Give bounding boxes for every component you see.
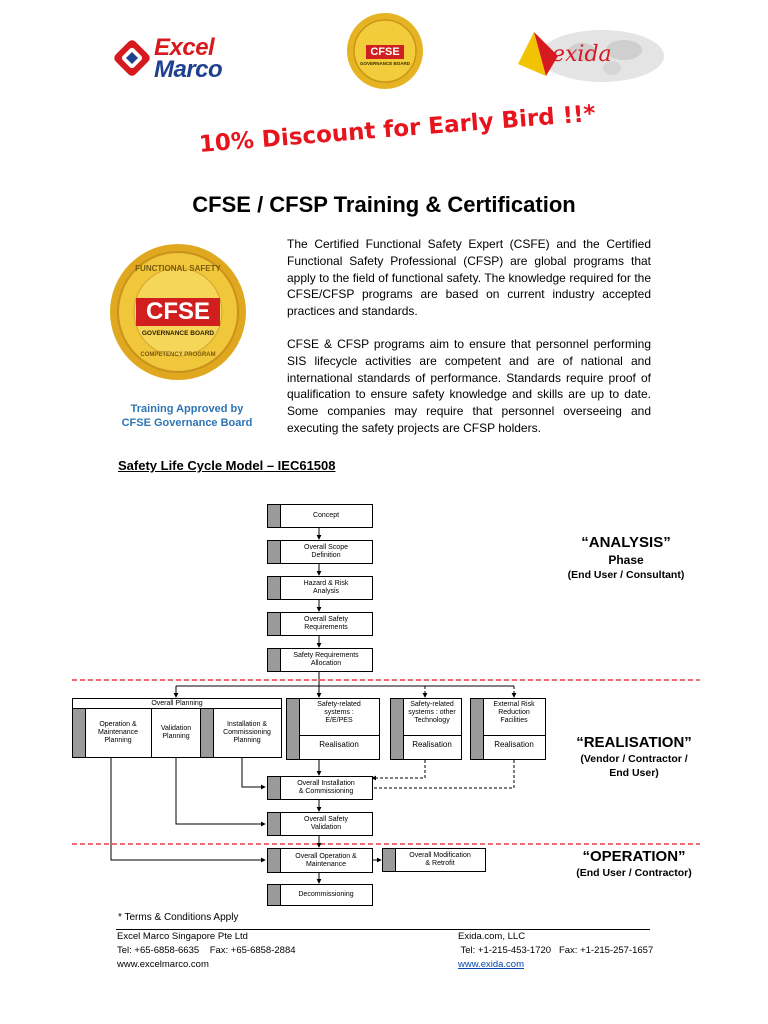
hazard-risk-box: Hazard & Risk Analysis bbox=[267, 576, 373, 600]
eepes-realisation-label: Realisation bbox=[299, 735, 379, 749]
footer-exida bbox=[458, 930, 653, 972]
lifecycle-section-title: Safety Life Cycle Model – IEC61508 bbox=[118, 458, 336, 473]
cfse-header-logo bbox=[346, 12, 424, 90]
seal-caption bbox=[108, 402, 266, 430]
installation-commissioning-box: Overall Installation & Commissioning bbox=[267, 776, 373, 800]
footer-left-phone: Tel: +65-6858-6635 Fax: +65-6858-2884 bbox=[117, 945, 296, 956]
intro-paragraph: The Certified Functional Safety Expert (CSFE) and the Certified Functional Safety Professional (CFSP) are global programs that apply to the field of functional safety. The knowledge required for the CFSE/CFSP programs are based on current industry accepted practices and standards. bbox=[287, 237, 651, 319]
cfse-small-ring-text: GOVERNANCE BOARD bbox=[359, 61, 410, 66]
excel-marco-logo bbox=[104, 26, 254, 90]
cfse-seal bbox=[108, 242, 248, 382]
eepes-realisation-box: Safety-related systems : E/E/PES Realisation bbox=[286, 698, 380, 760]
footer-right-phone: Tel: +1-215-453-1720 Fax: +1-215-257-1657 bbox=[458, 945, 654, 956]
realisation-phase-label: “REALISATION” (Vendor / Contractor / End User) bbox=[576, 734, 692, 779]
footer-left-company: Excel Marco Singapore Pte Ltd bbox=[117, 931, 248, 942]
early-bird-discount-banner: 10% Discount for Early Bird !!* bbox=[198, 100, 597, 158]
safety-requirements-box: Overall Safety Requirements bbox=[267, 612, 373, 636]
exida-logo bbox=[512, 26, 670, 92]
footer-left-website[interactable]: www.excelmarco.com bbox=[117, 959, 209, 970]
concept-box: Concept bbox=[267, 504, 373, 528]
seal-top-arc-text: FUNCTIONAL SAFETY bbox=[135, 264, 221, 273]
external-risk-realisation-label: Realisation bbox=[483, 735, 545, 749]
footer-right-company: Exida.com, LLC bbox=[458, 931, 526, 942]
page-title: CFSE / CFSP Training & Certification bbox=[192, 192, 576, 217]
modification-retrofit-box: Overall Modification & Retrofit bbox=[382, 848, 486, 872]
terms-note: * Terms & Conditions Apply bbox=[118, 912, 239, 923]
operation-maintenance-box: Overall Operation & Maintenance bbox=[267, 848, 373, 873]
validation-planning-box: Validation Planning bbox=[151, 708, 201, 758]
overall-validation-box: Overall Safety Validation bbox=[267, 812, 373, 836]
other-tech-realisation-label: Realisation bbox=[403, 735, 461, 749]
seal-bottom-arc-text: COMPETENCY PROGRAM bbox=[140, 352, 216, 358]
om-planning-box: Operation & Maintenance Planning bbox=[72, 708, 152, 758]
ic-planning-box: Installation & Commissioning Planning bbox=[200, 708, 282, 758]
footer-excel-marco bbox=[117, 930, 296, 972]
seal-main-text: CFSE bbox=[145, 298, 210, 325]
overall-planning-label: Overall Planning bbox=[151, 700, 203, 707]
safety-lifecycle-diagram bbox=[0, 490, 768, 920]
decommissioning-box: Decommissioning bbox=[267, 884, 373, 906]
cfse-small-text: CFSE bbox=[370, 46, 400, 58]
excel-logo-line1: Excel bbox=[154, 34, 215, 61]
marco-logo-line2: Marco bbox=[154, 56, 223, 83]
footer-right-website-link[interactable]: www.exida.com bbox=[458, 959, 524, 970]
seal-sub-text: GOVERNANCE BOARD bbox=[141, 330, 215, 337]
analysis-phase-label: “ANALYSIS” Phase (End User / Consultant) bbox=[567, 534, 685, 581]
external-risk-realisation-box: External Risk Reduction Facilities Realisation bbox=[470, 698, 546, 760]
seal-caption-line1: Training Approved by bbox=[130, 403, 244, 415]
exida-logo-text: exida bbox=[552, 42, 612, 67]
seal-caption-line2: CFSE Governance Board bbox=[121, 417, 253, 429]
operation-phase-label: “OPERATION” (End User / Contractor) bbox=[576, 848, 692, 879]
programs-paragraph: CFSE & CFSP programs aim to ensure that personnel performing SIS lifecycle activities are competent and are of national and international standards of performance. Standards require proof of qualification to ensure safety knowledge and skills are up to date. Some companies may require that personnel overseeing and executing the safety projects are CFSP holders. bbox=[287, 337, 651, 435]
requirements-allocation-box: Safety Requirements Allocation bbox=[267, 648, 373, 672]
overall-scope-box: Overall Scope Definition bbox=[267, 540, 373, 564]
other-tech-realisation-box: Safety-related systems : other Technology Realisation bbox=[390, 698, 462, 760]
excel-marco-emblem-icon bbox=[112, 38, 152, 78]
